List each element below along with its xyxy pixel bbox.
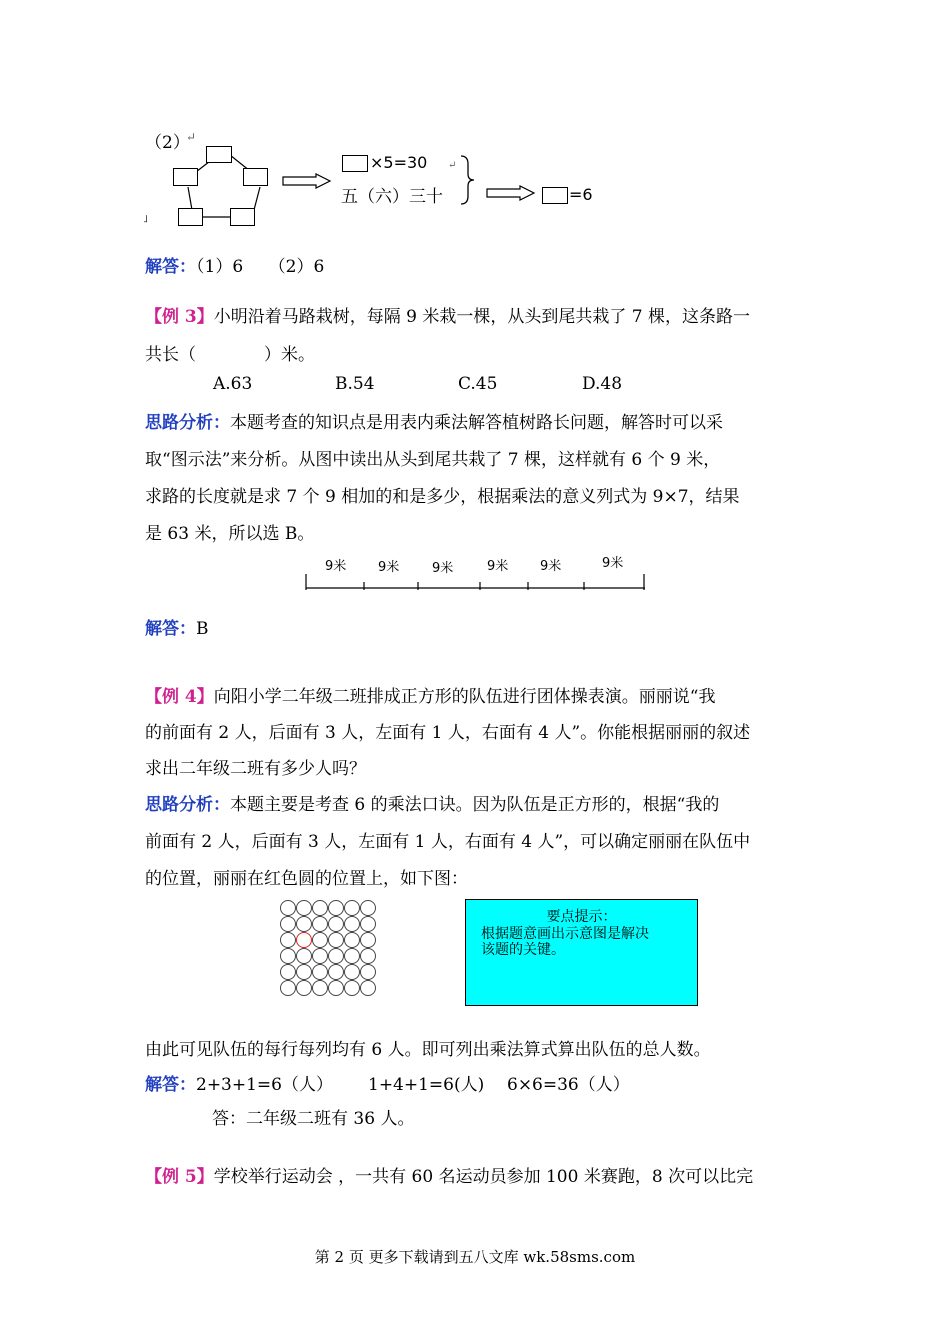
option-d: D.48 — [582, 374, 623, 394]
arrow-right-icon — [282, 173, 332, 189]
circle — [344, 916, 360, 932]
circle — [360, 964, 376, 980]
example-3-line-2: 共长（ ）米。 — [145, 345, 315, 365]
segment-label-3: 9米 — [432, 561, 454, 576]
return-mark: ↵ — [186, 130, 197, 144]
analysis-line-4: 是 63 米，所以选 B。 — [145, 524, 315, 544]
answer-part-3: 6×6=36（人） — [507, 1075, 630, 1095]
equation-2: 五（六）三十 — [341, 187, 443, 207]
segment-label-6: 9米 — [602, 556, 624, 571]
blank-box-1 — [342, 155, 368, 172]
circle — [280, 932, 296, 948]
arrow-right-icon-2 — [486, 185, 536, 201]
segment-label-4: 9米 — [487, 559, 509, 574]
answer-text: （1）6 （2）6 — [196, 257, 325, 277]
blank-box-2 — [542, 187, 568, 204]
circle — [344, 964, 360, 980]
road-line — [300, 570, 650, 592]
example-4-conclusion: 由此可见队伍的每行每列均有 6 人。即可列出乘法算式算出队伍的总人数。 — [145, 1040, 711, 1060]
example-4-final-answer: 答：二年级二班有 36 人。 — [212, 1109, 415, 1129]
tip-title: 要点提示： — [546, 909, 617, 925]
analysis-line-3: 求路的长度就是求 7 个 9 相加的和是多少，根据乘法的意义列式为 9×7，结果 — [145, 487, 740, 507]
circle — [360, 932, 376, 948]
circle — [280, 948, 296, 964]
circle — [296, 900, 312, 916]
circle — [328, 980, 344, 996]
tip-line-2: 该题的关键。 — [481, 942, 565, 958]
example-4-line-1: 向阳小学二年级二班排成正方形的队伍进行团体操表演。丽丽说“我 — [213, 687, 716, 707]
return-mark-2: ↵ — [448, 160, 457, 171]
tip-line-1: 根据题意画出示意图是解决 — [481, 926, 649, 942]
circle — [312, 900, 328, 916]
answer-part-2: 1+4+1=6(人) — [368, 1075, 485, 1095]
circle — [312, 932, 328, 948]
answer-label: 解答： — [145, 257, 196, 277]
example-4-line-2: 的前面有 2 人，后面有 3 人，左面有 1 人，右面有 4 人”。你能根据丽丽的叙述 — [145, 723, 751, 743]
example-4-tag: 【例 4】 — [145, 687, 214, 707]
example-5-line-1: 学校举行运动会 ，一共有 60 名运动员参加 100 米赛跑，8 次可以比完 — [213, 1167, 754, 1187]
corner-mark: ˩ — [143, 214, 148, 225]
circle — [360, 916, 376, 932]
circle — [312, 980, 328, 996]
example-4-line-3: 求出二年级二班有多少人吗？ — [145, 759, 366, 779]
circle — [360, 948, 376, 964]
example-5-tag: 【例 5】 — [145, 1167, 214, 1187]
answer-part-1: 2+3+1=6（人） — [196, 1075, 333, 1095]
example-3-answer-label: 解答： — [145, 619, 196, 639]
analysis-line-2: 取“图示法”来分析。从图中读出从头到尾共栽了 7 棵，这样就有 6 个 9 米， — [145, 450, 721, 470]
example-4-analysis-line-1: 本题主要是考查 6 的乘法口诀。因为队伍是正方形的，根据“我的 — [230, 795, 720, 815]
pentagon-box-right — [243, 168, 268, 186]
circle — [280, 900, 296, 916]
circle — [344, 932, 360, 948]
circle — [328, 900, 344, 916]
circle — [296, 948, 312, 964]
circle-grid — [280, 900, 380, 1000]
circle — [280, 916, 296, 932]
tip-box — [465, 899, 698, 1006]
circle — [328, 932, 344, 948]
circle — [296, 980, 312, 996]
page-footer: 第 2 页 更多下载请到五八文库 wk.58sms.com — [314, 1248, 636, 1266]
analysis-label: 思路分析： — [145, 413, 230, 433]
circle — [328, 948, 344, 964]
segment-label-1: 9米 — [325, 559, 347, 574]
example-4-analysis-line-3: 的位置，丽丽在红色圆的位置上，如下图： — [145, 869, 468, 889]
circle — [328, 916, 344, 932]
result-equation: =6 — [569, 185, 593, 204]
example-3-tag: 【例 3】 — [145, 307, 214, 327]
example-3-line-1: 小明沿着马路栽树，每隔 9 米栽一棵，从头到尾共栽了 7 棵，这条路一 — [213, 307, 750, 327]
pentagon-box-bottom-left — [178, 208, 203, 226]
analysis-line-1: 本题考查的知识点是用表内乘法解答植树路长问题，解答时可以采 — [230, 413, 723, 433]
part2-label: （2） — [145, 133, 190, 153]
option-b: B.54 — [335, 374, 375, 394]
segment-label-5: 9米 — [540, 559, 562, 574]
highlighted-circle — [296, 932, 312, 948]
equation-1: ×5=30 — [370, 153, 428, 172]
example-4-answer-label: 解答： — [145, 1075, 196, 1095]
circle — [312, 948, 328, 964]
option-c: C.45 — [458, 374, 498, 394]
example-3-answer: B — [196, 619, 209, 639]
circle — [280, 980, 296, 996]
option-a: A.63 — [213, 374, 253, 394]
brace-icon — [458, 154, 476, 206]
pentagon-box-left — [173, 168, 198, 186]
circle — [280, 964, 296, 980]
example-4-analysis-label: 思路分析： — [145, 795, 230, 815]
circle — [344, 900, 360, 916]
circle — [312, 916, 328, 932]
circle — [360, 900, 376, 916]
circle — [312, 964, 328, 980]
circle — [296, 964, 312, 980]
circle — [360, 980, 376, 996]
segment-label-2: 9米 — [378, 560, 400, 575]
pentagon-box-top — [206, 146, 232, 163]
circle — [344, 948, 360, 964]
circle — [296, 916, 312, 932]
circle — [328, 964, 344, 980]
circle — [344, 980, 360, 996]
pentagon-box-bottom-right — [230, 208, 255, 226]
example-4-analysis-line-2: 前面有 2 人，后面有 3 人，左面有 1 人，右面有 4 人”，可以确定丽丽在队伍中 — [145, 832, 751, 852]
